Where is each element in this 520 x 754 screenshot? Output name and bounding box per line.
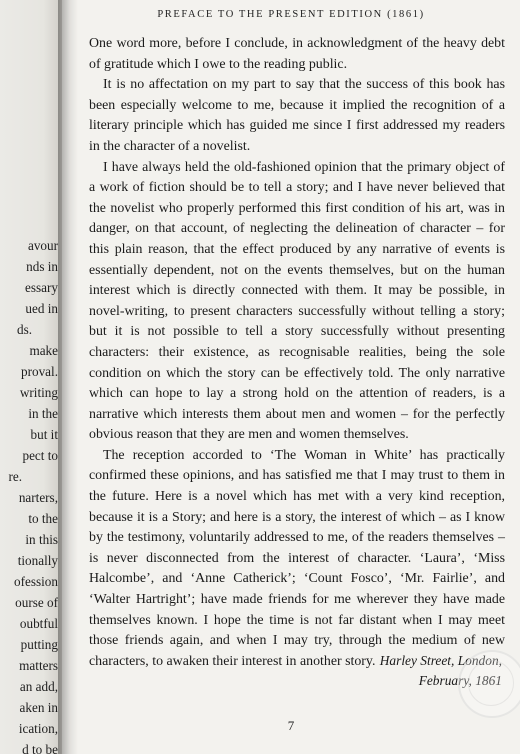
left-page-line: but it <box>30 427 58 442</box>
left-page-line: make <box>29 343 58 358</box>
left-page-line: essary <box>25 280 58 295</box>
left-page-line: aken in <box>19 700 58 715</box>
right-page <box>62 0 520 754</box>
left-page-line: proval. <box>21 364 58 379</box>
left-page-line: re. <box>8 469 22 484</box>
left-page-line: matters <box>19 658 58 673</box>
book-gutter-shadow <box>58 0 78 754</box>
left-page-line: pect to <box>22 448 58 463</box>
signature-date: February, 1861 <box>418 673 502 688</box>
left-page-line: ication, <box>18 721 58 736</box>
left-page-line: ofession <box>14 574 58 589</box>
left-page-line: ued in <box>25 301 58 316</box>
left-page-line: an add, <box>19 679 58 694</box>
left-page-fragment <box>0 0 62 754</box>
paragraph: It is no affectation on my part to say that the success of this book has been especially welcome to me, because it implied the recognition of a literary principle which has guided me since I first addressed my readers in the character of a novelist. <box>89 77 505 154</box>
paragraph: I have always held the old-fashioned opinion that the primary object of a work of fiction should be to tell a story; and I have never believed that the novelist who properly performed this first condition of his art, was in danger, on that account, of neglecting the delineation of character – for this plain reason, that the effect produced by any narrative of events is essentially dependent, not on the events themselves, but on the human interest which is directly connected with them. It may be possible, in novel-writing, to present characters successfully without telling a story; but it is not possible to tell a story successfully without presenting characters: their existence, as recognisable realities, being the sole condition on which the story can be effectively told. The only narrative which can hope to lay a strong hold on the attention of readers, is a narrative which interests them about men and women – for the perfectly obvious reason that they are men and women themselves. <box>89 159 505 443</box>
signature-place: Harley Street, London, <box>379 653 502 668</box>
left-page-line: nds in <box>26 259 58 274</box>
left-page-line: in this <box>25 532 58 547</box>
left-page-line: in the <box>28 406 58 421</box>
left-page-line: narters, <box>18 490 58 505</box>
left-page-line: avour <box>27 238 58 253</box>
running-head: PREFACE TO THE PRESENT EDITION (1861) <box>157 9 425 20</box>
left-page-line: oubtful <box>19 616 58 631</box>
body-text <box>89 34 505 672</box>
left-page-line: putting <box>20 637 58 652</box>
paragraph: One word more, before I conclude, in acknowledgment of the heavy debt of gratitude which I owe to the reading public. <box>89 36 505 72</box>
left-page-line: to the <box>28 511 58 526</box>
left-page-line: ds. <box>16 322 32 337</box>
left-page-line: writing <box>19 385 58 400</box>
watermark-stamp <box>458 650 520 718</box>
left-page-line: ourse of <box>15 595 58 610</box>
page-number: 7 <box>287 718 295 733</box>
paragraph: The reception accorded to ‘The Woman in White’ has practically confirmed these opinions, and has satisfied me that I may trust to them in the future. Here is a novel which has met with a very kind reception, because it is a Story; and here is a story, the interest of which – as I know by the testimony, voluntarily addressed to me, of the readers themselves – is never disconnected from the interest of character. ‘Laura’, ‘Miss Halcombe’, and ‘Anne Catherick’; ‘Count Fosco’, ‘Mr. Fairlie’, and ‘Walter Hartright’; have made friends for me wherever they have made themselves known. I hope the time is not far distant when I may meet those friends again, and when I may try, through the medium of new characters, to awaken their interest in another story. <box>89 447 505 669</box>
left-page-line: d to be <box>22 742 58 754</box>
left-page-line: tionally <box>17 553 58 568</box>
